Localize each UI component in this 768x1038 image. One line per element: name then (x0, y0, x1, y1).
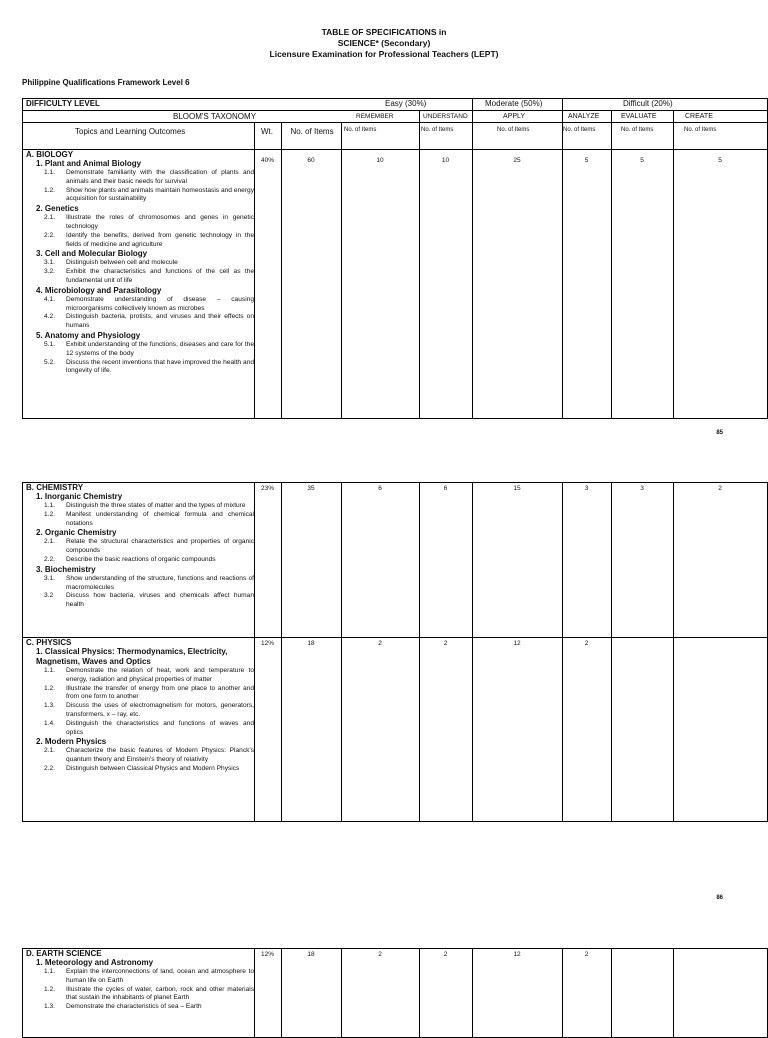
outcome-number: 1.3. (44, 702, 55, 710)
outcome-number: 1.2. (44, 186, 55, 194)
outcome-number: 2.2. (44, 764, 55, 772)
level-count-cell: 6 (378, 485, 382, 492)
page-number: 86 (716, 895, 723, 901)
level-count-cell: 6 (443, 485, 448, 492)
outcome-number: 2.2. (44, 555, 55, 563)
outcome-text: Distinguish between cell and molecule (66, 259, 178, 267)
outcome-number: 2.1. (44, 538, 55, 546)
outcome-number: 2.1. (44, 214, 55, 222)
level-count-cell: 15 (513, 485, 521, 492)
outcome-number: 1.1. (44, 667, 55, 674)
learning-outcome (26, 1003, 254, 1012)
create-header: CREATE (685, 113, 713, 120)
outcome-number: 3.2. (44, 268, 55, 276)
level-count-cell: 2 (443, 951, 448, 958)
outcome-text: Discuss the recent inventions that have improved the health and longevity of life. (66, 358, 254, 375)
weight-cell: 40% (260, 157, 274, 164)
difficult-header: Difficult (20%) (623, 99, 673, 108)
outcome-text: Relate the structural characteristics and properties of organic compounds (66, 538, 254, 555)
outcome-text: Distinguish the three states of matter and the types of mixture (66, 502, 246, 509)
outcome-number: 1.2. (44, 510, 55, 518)
col-no-items: No. of Items (344, 127, 377, 133)
learning-outcome (26, 575, 254, 593)
learning-outcome (26, 169, 254, 187)
outcome-text: Distinguish bacteria, protists, and viruses and their effects on humans (66, 313, 254, 330)
subtopic-title: 2. Organic Chemistry (36, 528, 117, 538)
section-title: B. CHEMISTRY (26, 483, 84, 492)
learning-outcome (26, 511, 254, 529)
col-no-items: No. of Items (684, 127, 717, 133)
learning-outcome (26, 702, 254, 720)
learning-outcome (26, 187, 254, 205)
subtopic-title: 1. Plant and Animal Biology (36, 159, 142, 168)
blooms-taxonomy-label: BLOOM'S TAXONOMY (173, 112, 257, 121)
page-number: 85 (716, 430, 723, 436)
level-count-cell: 2 (584, 951, 589, 958)
outcome-number: 1.3. (44, 1003, 55, 1011)
subtopic-title: 1. Classical Physics: Thermodynamics, Electricity, Magnetism, Waves and Optics (36, 647, 228, 666)
outcome-number: 5.1. (44, 340, 55, 348)
topics-list (26, 638, 254, 774)
learning-outcome (26, 259, 254, 268)
outcome-text: Distinguish between Classical Physics and Modern Physics (66, 764, 240, 772)
learning-outcome (26, 667, 254, 685)
topics-header: Topics and Learning Outcomes (75, 127, 186, 136)
subtopic-title: 4. Microbiology and Parasitology (36, 285, 162, 295)
outcome-text: Demonstrate the characteristics of sea – Earth (66, 1003, 202, 1011)
outcome-text: Exhibit the characteristics and functions of the cell as the fundamental unit of life (66, 268, 254, 284)
outcome-text: Illustrate the roles of chromosomes and genes in genetic technology (66, 214, 254, 230)
level-count-cell: 2 (718, 485, 722, 492)
difficulty-level-label: DIFFICULTY LEVEL (26, 99, 100, 108)
outcome-text: Describe the basic reactions of organic compounds (66, 555, 216, 563)
level-count-cell: 12 (513, 951, 521, 958)
outcome-number: 3.1. (44, 259, 55, 267)
learning-outcome (26, 268, 254, 286)
outcome-number: 1.2. (44, 985, 55, 993)
section-title: D. EARTH SCIENCE (26, 949, 102, 958)
items-cell: 35 (307, 485, 315, 492)
learning-outcome (26, 592, 254, 610)
learning-outcome (26, 556, 254, 565)
learning-outcome (26, 720, 254, 738)
outcome-text: Discuss how bacteria, viruses and chemicals affect human health (66, 592, 254, 609)
analyze-header: ANALYZE (568, 113, 600, 120)
outcome-text: Characterize the basic features of Modern Physics: Planck's quantum theory and Einstein's theory of relativity (66, 747, 254, 764)
outcome-number: 1.1. (44, 502, 55, 509)
easy-header: Easy (30%) (385, 99, 427, 108)
no-items-header: No. of Items (290, 127, 334, 136)
learning-outcome (26, 685, 254, 703)
understand-header: UNDERSTAND (423, 113, 468, 120)
level-count-cell: 5 (640, 157, 644, 164)
outcome-number: 4.2. (44, 313, 55, 321)
outcome-text: Demonstrate understanding of disease – causing microorganisms collectively known as microbes (66, 295, 254, 312)
outcome-text: Show understanding of the structure, functions and reactions of macromolecules (66, 574, 254, 591)
learning-outcome (26, 313, 254, 331)
outcome-text: Illustrate the cycles of water, carbon, rock and other materials that sustain the inhabitants of planet Earth (66, 985, 254, 1002)
outcome-number: 1.1. (44, 968, 55, 975)
outcome-number: 5.2. (44, 358, 55, 366)
weight-cell: 23% (260, 485, 274, 492)
level-count-cell: 2 (443, 640, 448, 647)
outcome-text: Discuss the uses of electromagnetism for motors, generators, transformers, x – ray, etc. (66, 702, 254, 718)
outcome-text: Demonstrate familiarity with the classification of plants and animals and their basic needs for survival (66, 169, 254, 185)
learning-outcome (26, 538, 254, 556)
section-title: A. BIOLOGY (26, 150, 74, 159)
outcome-number: 4.1. (44, 295, 55, 303)
learning-outcome (26, 968, 254, 986)
outcome-number: 1.2. (44, 684, 55, 692)
outcome-number: 1.1. (44, 169, 55, 176)
outcome-number: 2.1. (44, 747, 55, 755)
items-cell: 60 (307, 157, 315, 164)
level-count-cell: 5 (718, 157, 722, 164)
outcome-number: 3.1. (44, 574, 55, 582)
subtopic-title: 1. Inorganic Chemistry (36, 492, 123, 501)
outcome-number: 2.2. (44, 231, 55, 239)
topics-list (26, 150, 254, 376)
level-count-cell: 2 (584, 640, 589, 647)
doc-title: TABLE OF SPECIFICATIONS in (321, 27, 447, 37)
outcome-number: 1.4. (44, 719, 55, 727)
level-count-cell: 5 (584, 157, 589, 164)
level-count-cell: 2 (378, 951, 382, 958)
topics-list (26, 949, 254, 1012)
items-cell: 18 (307, 951, 315, 958)
outcome-text: Manifest understanding of chemical formula and chemical notations (66, 510, 254, 527)
wt-header: Wt. (261, 127, 273, 136)
outcome-text: Identify the benefits, derived from genetic technology in the fields of medicine and agriculture (66, 231, 254, 248)
subtopic-title: 1. Meteorology and Astronomy (36, 958, 154, 967)
spec-table-chem-physics (22, 482, 768, 822)
subtopic-title: 2. Genetics (36, 204, 79, 214)
weight-cell: 12% (260, 951, 274, 958)
outcome-text: Exhibit understanding of the functions, diseases and care for the 12 systems of the body (66, 340, 254, 357)
learning-outcome (26, 359, 254, 377)
spec-table-earth (22, 948, 768, 1038)
learning-outcome (26, 341, 254, 359)
learning-outcome (26, 502, 254, 511)
learning-outcome (26, 765, 254, 774)
outcome-text: Explain the interconnections of land, ocean and atmosphere to human life on Earth (66, 968, 254, 984)
moderate-header: Moderate (50%) (485, 99, 543, 108)
learning-outcome (26, 232, 254, 250)
outcome-number: 3.2 (44, 592, 54, 600)
doc-subtitle: SCIENCE* (Secondary) (337, 38, 431, 48)
outcome-text: Show how plants and animals maintain homeostasis and energy acquisition for sustainability (66, 186, 254, 203)
subtopic-title: 3. Cell and Molecular Biology (36, 249, 148, 259)
subtopic-title: 5. Anatomy and Physiology (36, 330, 141, 340)
learning-outcome (26, 986, 254, 1004)
level-count-cell: 3 (640, 485, 644, 492)
level-count-cell: 3 (584, 485, 589, 492)
section-title: C. PHYSICS (26, 638, 72, 647)
outcome-text: Illustrate the transfer of energy from one place to another and from one form to another (66, 684, 254, 701)
col-no-items: No. of Items (621, 127, 654, 133)
weight-cell: 12% (260, 640, 274, 647)
learning-outcome (26, 747, 254, 765)
outcome-text: Distinguish the characteristics and functions of waves and optics (66, 719, 254, 736)
col-no-items: No. of Items (421, 127, 454, 133)
level-count-cell: 10 (441, 157, 450, 164)
topics-list (26, 483, 254, 610)
learning-outcome (26, 296, 254, 314)
doc-exam-title: Licensure Examination for Professional Teachers (LEPT) (269, 49, 499, 59)
level-count-cell: 25 (513, 157, 521, 164)
col-no-items: No. of Items (563, 127, 596, 133)
items-cell: 18 (307, 640, 315, 647)
subtopic-title: 2. Modern Physics (36, 737, 107, 747)
level-count-cell: 2 (378, 640, 382, 647)
evaluate-header: EVALUATE (621, 113, 657, 120)
outcome-text: Demonstrate the relation of heat, work and temperature to energy, radiation and physical properties of matter (66, 667, 254, 683)
framework-label: Philippine Qualifications Framework Level 6 (22, 78, 190, 87)
level-count-cell: 12 (513, 640, 521, 647)
remember-header: REMEMBER (356, 113, 394, 120)
col-no-items: No. of Items (497, 127, 530, 133)
learning-outcome (26, 214, 254, 232)
apply-header: APPLY (503, 113, 526, 120)
spec-table-biology (22, 98, 768, 419)
level-count-cell: 10 (376, 157, 384, 164)
subtopic-title: 3. Biochemistry (36, 564, 96, 574)
